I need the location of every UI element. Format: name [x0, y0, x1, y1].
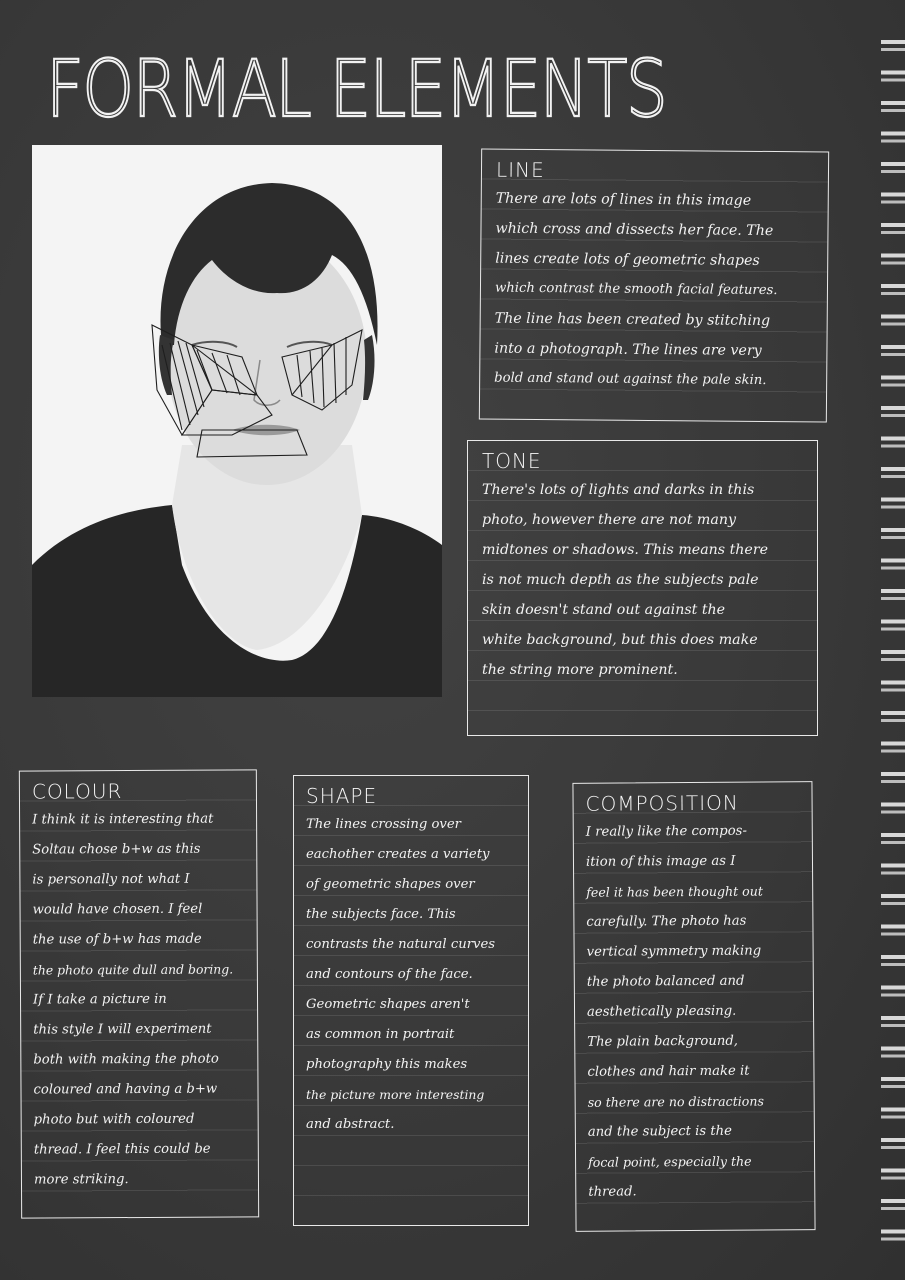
colour-text-10: coloured and having a b+w — [33, 1081, 218, 1098]
shape-text-4: the subjects face. This — [306, 907, 456, 922]
tone-text-5: skin doesn't stand out against the — [482, 602, 726, 618]
tone-text-2: photo, however there are not many — [482, 512, 736, 528]
tone-text-1: There's lots of lights and darks in this — [482, 482, 755, 498]
colour-text-7: If I take a picture in — [32, 991, 167, 1008]
composition-text-11: and the subject is the — [587, 1123, 732, 1140]
colour-text-13: more striking. — [33, 1172, 129, 1188]
shape-section — [293, 775, 529, 1226]
spiral-ring — [881, 772, 905, 783]
spiral-ring — [881, 894, 905, 905]
composition-text-8: The plain background, — [587, 1033, 738, 1050]
colour-text-1: I think it is interesting that — [32, 811, 214, 828]
shape-text-6: and contours of the face. — [306, 967, 473, 982]
colour-section — [19, 769, 259, 1218]
spiral-ring — [881, 1108, 905, 1119]
composition-section — [572, 781, 815, 1232]
spiral-ring — [881, 315, 905, 326]
composition-text-5: vertical symmetry making — [586, 943, 762, 960]
shape-text-11: and abstract. — [306, 1117, 395, 1132]
spiral-ring — [881, 40, 905, 51]
spiral-ring — [881, 101, 905, 112]
line-section — [479, 148, 829, 422]
spiral-ring — [881, 345, 905, 356]
spiral-ring — [881, 589, 905, 600]
page-title-text: FORMAL ELEMENTS — [46, 45, 666, 135]
tone-text-3: midtones or shadows. This means there — [482, 542, 768, 558]
colour-text-4: would have chosen. I feel — [32, 901, 203, 918]
colour-text-8: this style I will experiment — [33, 1021, 212, 1038]
composition-text-6: the photo balanced and — [586, 973, 745, 990]
colour-text-9: both with making the photo — [33, 1051, 219, 1068]
spiral-ring — [881, 376, 905, 387]
page-title — [40, 40, 680, 135]
spiral-ring — [881, 1138, 905, 1149]
spiral-binding-icon — [875, 30, 905, 1260]
line-text-6: into a photograph. The lines are very — [494, 340, 762, 359]
spiral-ring — [881, 1016, 905, 1027]
spiral-ring — [881, 986, 905, 997]
spiral-ring — [881, 833, 905, 844]
composition-text-12: focal point, especially the — [588, 1153, 752, 1170]
spiral-ring — [881, 650, 905, 661]
tone-section — [467, 440, 818, 736]
spiral-ring — [881, 254, 905, 265]
colour-text-12: thread. I feel this could be — [33, 1141, 211, 1158]
tone-text-7: the string more prominent. — [482, 662, 678, 678]
spiral-ring — [881, 467, 905, 478]
spiral-ring — [881, 193, 905, 204]
colour-text-3: is personally not what I — [32, 871, 190, 888]
spiral-ring — [881, 559, 905, 570]
colour-text-5: the use of b+w has made — [32, 931, 202, 948]
stitched-portrait-photo — [32, 145, 442, 697]
spiral-binding — [875, 30, 905, 1260]
spiral-ring — [881, 132, 905, 143]
spiral-ring — [881, 223, 905, 234]
shape-heading: SHAPE — [306, 784, 378, 808]
spiral-ring — [881, 803, 905, 814]
line-text-5: The line has been created by stitching — [494, 310, 771, 330]
shape-text-5: contrasts the natural curves — [306, 937, 496, 952]
spiral-ring — [881, 1199, 905, 1210]
spiral-ring — [881, 925, 905, 936]
spiral-ring — [881, 1230, 905, 1241]
spiral-ring — [881, 498, 905, 509]
line-heading: LINE — [495, 157, 545, 183]
shape-text-10: the picture more interesting — [306, 1087, 485, 1102]
spiral-ring — [881, 1047, 905, 1058]
spiral-ring — [881, 955, 905, 966]
composition-text-4: carefully. The photo has — [586, 913, 747, 930]
spiral-ring — [881, 406, 905, 417]
shape-text-7: Geometric shapes aren't — [306, 997, 470, 1012]
spiral-ring — [881, 528, 905, 539]
composition-heading: COMPOSITION — [585, 790, 739, 816]
spiral-ring — [881, 681, 905, 692]
page-title-outline — [40, 40, 680, 135]
line-text-1: There are lots of lines in this image — [495, 190, 752, 209]
line-text-4: which contrast the smooth facial features. — [494, 280, 778, 299]
colour-text-11: photo but with coloured — [33, 1111, 195, 1128]
colour-heading: COLOUR — [31, 779, 123, 804]
line-text-7: bold and stand out against the pale skin. — [494, 370, 767, 388]
composition-text-1: I really like the compos- — [585, 823, 747, 840]
composition-text-7: aesthetically pleasing. — [586, 1003, 737, 1020]
portrait-image — [32, 145, 442, 697]
spiral-ring — [881, 742, 905, 753]
spiral-ring — [881, 1169, 905, 1180]
colour-text-2: Soltau chose b+w as this — [32, 841, 201, 858]
spiral-ring — [881, 437, 905, 448]
composition-text-3: feel it has been thought out — [586, 883, 763, 900]
composition-text-10: so there are no distractions — [587, 1093, 764, 1110]
line-text-3: lines create lots of geometric shapes — [495, 250, 760, 269]
tone-text-6: white background, but this does make — [482, 632, 758, 648]
shape-text-8: as common in portrait — [306, 1027, 455, 1042]
spiral-ring — [881, 71, 905, 82]
tone-heading: TONE — [482, 449, 542, 473]
composition-text-2: ition of this image as I — [585, 853, 736, 870]
shape-text-1: The lines crossing over — [306, 817, 461, 832]
tone-text-4: is not much depth as the subjects pale — [482, 572, 759, 588]
line-text-2: which cross and dissects her face. The — [495, 220, 774, 240]
spiral-ring — [881, 711, 905, 722]
shape-text-2: eachother creates a variety — [306, 847, 490, 862]
colour-text-6: the photo quite dull and boring. — [32, 961, 234, 978]
spiral-ring — [881, 284, 905, 295]
composition-text-9: clothes and hair make it — [587, 1063, 750, 1080]
shape-text-3: of geometric shapes over — [306, 877, 475, 892]
spiral-ring — [881, 620, 905, 631]
composition-text-13: thread. — [588, 1184, 637, 1200]
shape-text-9: photography this makes — [306, 1057, 468, 1072]
spiral-ring — [881, 1077, 905, 1088]
spiral-ring — [881, 864, 905, 875]
spiral-ring — [881, 162, 905, 173]
